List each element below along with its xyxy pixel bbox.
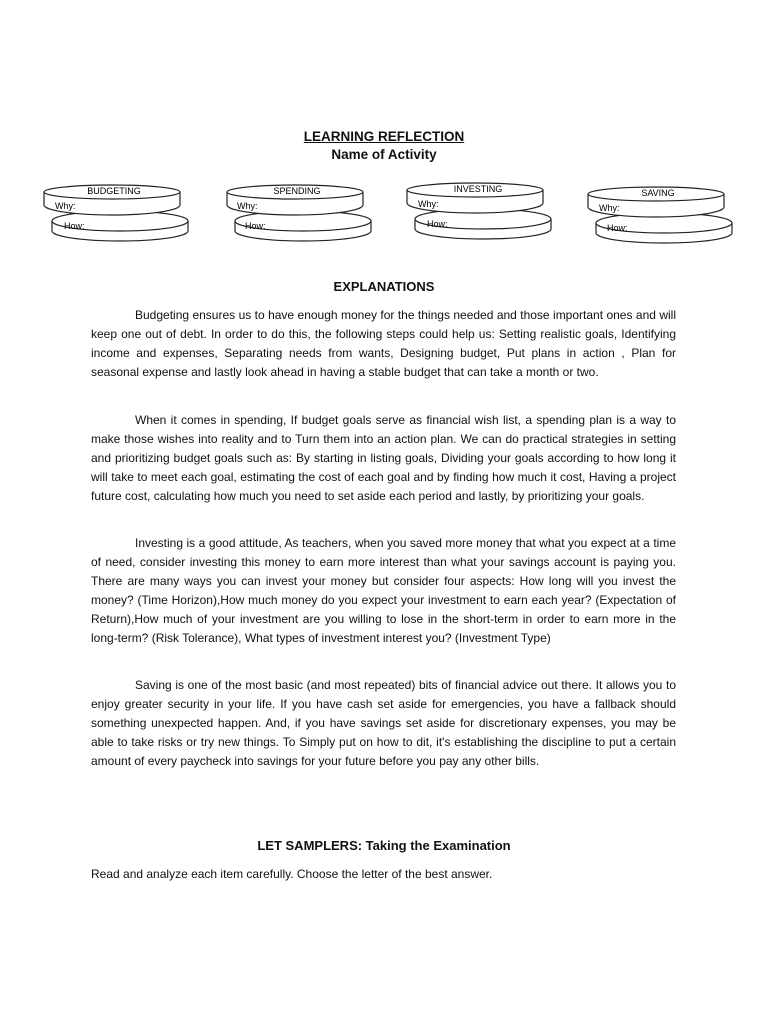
disk-budgeting [44,185,188,241]
page-title: LEARNING REFLECTION [303,129,465,144]
disk-how: How: [64,221,85,231]
disk-investing [407,183,551,239]
explanations-heading: EXPLANATIONS [333,279,435,294]
disk-spending [227,185,371,241]
paragraph-investing: Investing is a good attitude, As teachers, when you saved more money that what you expect at a time of need, consider investing this money to earn more interest than what your savings account is paying you. There are many ways you can invest your money but consider four aspects: How long will you invest the money? (Time Horizon),How much money do you expect your investment to earn each year? (Expectation of Return),How much of your investment are you willing to lose in the short-term in order to earn more in the long-term? (Risk Tolerance), What types of investment interest you? (Investment Type) [91,536,676,645]
disk-why: Why: [237,201,258,211]
disk-why: Why: [418,199,439,209]
page-subtitle: Name of Activity [331,147,437,162]
disk-how: How: [245,221,266,231]
disk-how: How: [607,223,628,233]
disk-how: How: [427,219,448,229]
paragraph-spending: When it comes in spending, If budget goals serve as financial wish list, a spending plan is a way to make those wishes into reality and to Turn them into an action plan. We can do practical strategies in setting and prioritizing budget goals such as: By starting in listing goals, Dividing your goals according to how long it will take to meet each goal, estimating the cost of each goal and by finding how much it cost, Having a project future cost, calculating how much you need to set aside each period and lastly, by prioritizing your goals. [91,413,676,503]
disk-saving [588,187,732,243]
activity-disks [0,0,768,260]
disk-label: BUDGETING [87,186,141,196]
disk-label: SPENDING [273,186,321,196]
disk-why: Why: [599,203,620,213]
instruction-text: Read and analyze each item carefully. Choose the letter of the best answer. [91,867,493,881]
disk-label: INVESTING [453,184,503,194]
let-samplers-heading: LET SAMPLERS: Taking the Examination [257,838,511,853]
disk-why: Why: [55,201,76,211]
disk-label: SAVING [641,188,675,198]
paragraph-saving: Saving is one of the most basic (and most repeated) bits of financial advice out there. It allows you to enjoy greater security in your life. If you have cash set aside for emergencies, you have a fallback should something unexpected happen. And, if you have savings set aside for discretionary expenses, you may be able to take risks or try new things. To Simply put on how to dit, it's establishing the discipline to put a certain amount of every paycheck into savings for your future before you pay any other bills. [91,678,676,768]
paragraph-budgeting: Budgeting ensures us to have enough money for the things needed and those important ones and will keep one out of debt. In order to do this, the following steps could help us: Setting realistic goals, Identifying income and expenses, Separating needs from wants, Designing budget, Put plans in action , Plan for seasonal expense and lastly look ahead in having a stable budget that can take a month or two. [91,308,676,379]
